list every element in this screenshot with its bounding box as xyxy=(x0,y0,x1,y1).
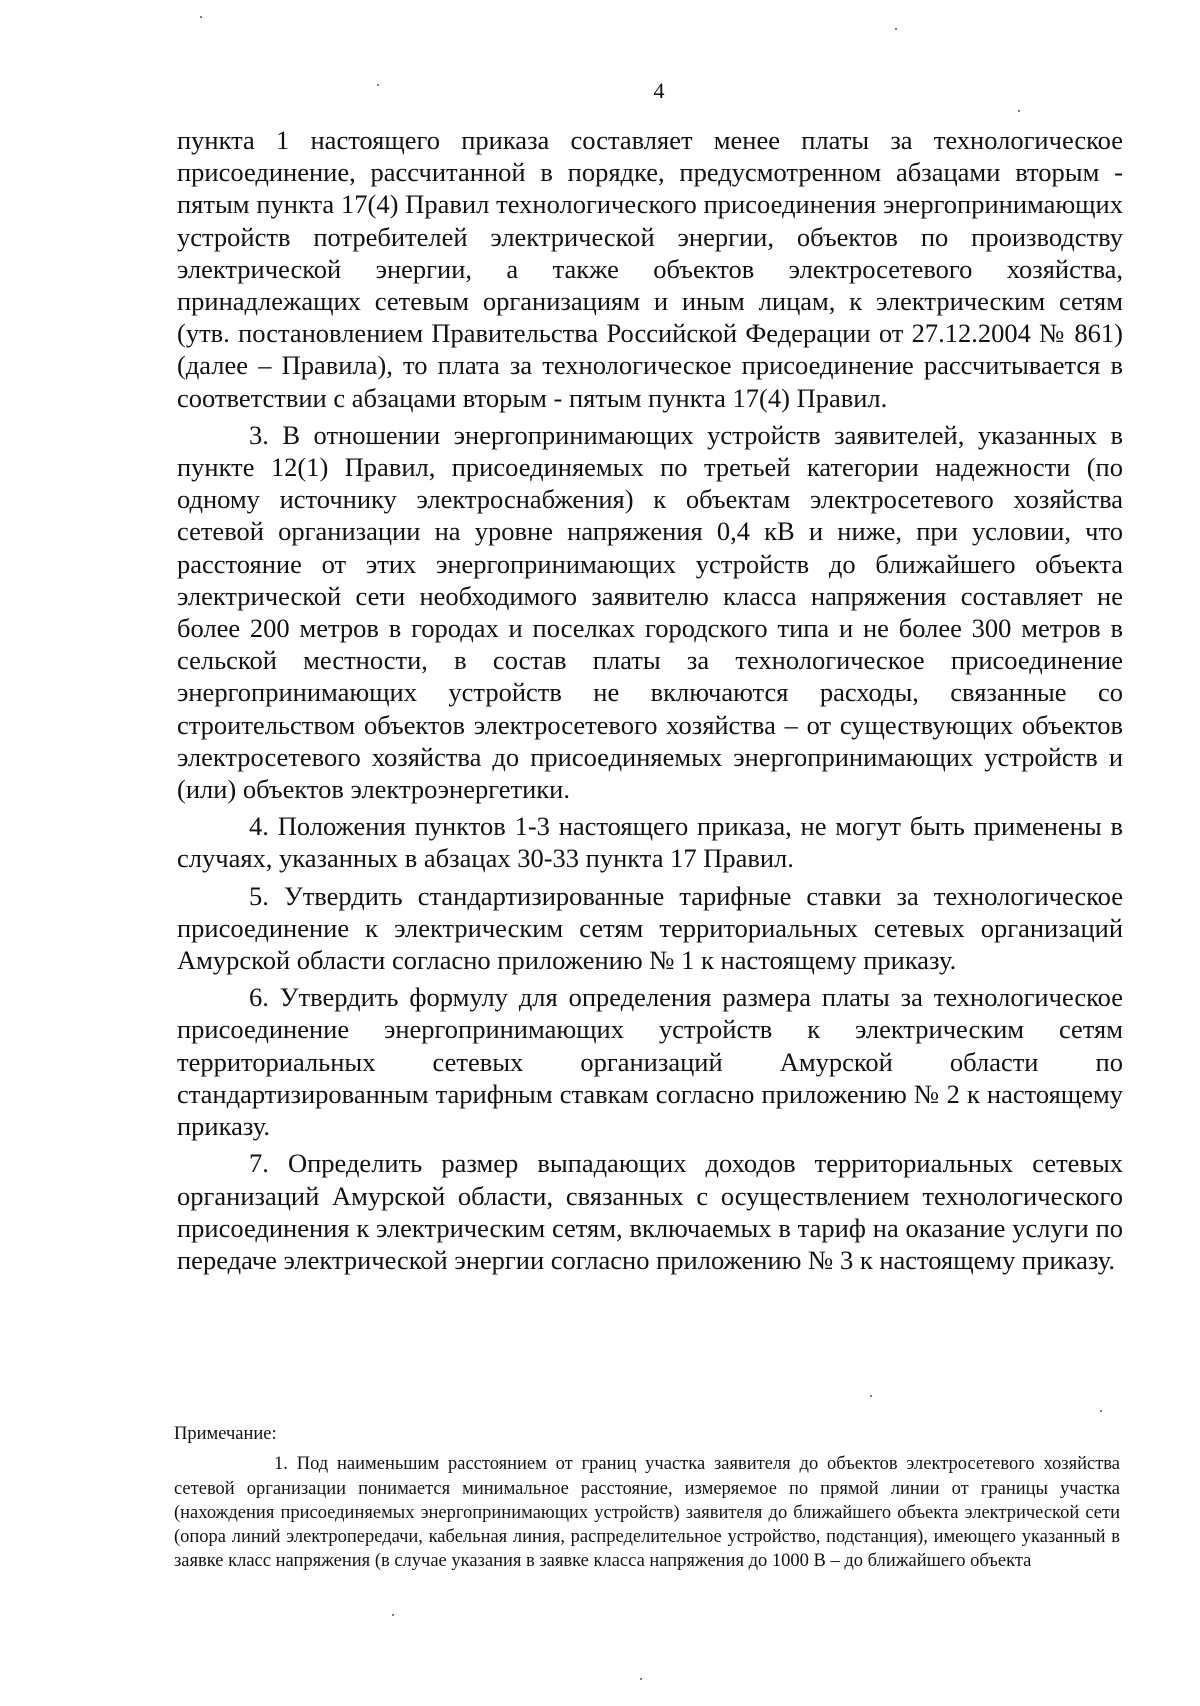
paragraph-continuation: пункта 1 настоящего приказа составляет менее платы за технологическое присоединение, рассчитанной в порядке, предусмотренном абзацами вторым - пятым пункта 17(4) Правил технологического присоединения энергопринимающих устройств потребителей электрической энергии, объектов по производству электрической энергии, а также объектов электросетевого хозяйства, принадлежащих сетевым организациям и иным лицам, к электрическим сетям (утв. постановлением Правительства Российской Федерации от 27.12.2004 № 861) (далее – Правила), то плата за технологическое присоединение рассчитывается в соответствии с абзацами вторым - пятым пункта 17(4) Правил. xyxy=(177,125,1123,413)
paragraph-item-6: 6. Утвердить формулу для определения размера платы за технологическое присоединение энергопринимающих устройств к электрическим сетям территориальных сетевых организаций Амурской области по стандартизированным тарифным ставкам согласно приложению № 2 к настоящему приказу. xyxy=(177,982,1123,1142)
scan-speck xyxy=(377,84,379,86)
note-section xyxy=(174,1422,1120,1574)
scan-speck xyxy=(870,1395,872,1397)
paragraph-item-7: 7. Определить размер выпадающих доходов территориальных сетевых организаций Амурской области, связанных с осуществлением технологического присоединения к электрическим сетям, включаемых в тариф на оказание услуги по передаче электрической энергии согласно приложению № 3 к настоящему приказу. xyxy=(177,1148,1123,1275)
scan-speck xyxy=(640,1678,642,1680)
scan-speck xyxy=(392,1614,394,1616)
paragraph-item-4: 4. Положения пунктов 1-3 настоящего приказа, не могут быть применены в случаях, указанных в абзацах 30-33 пункта 17 Правил. xyxy=(177,811,1123,874)
scan-speck xyxy=(895,28,897,30)
note-item-1: 1. Под наименьшим расстоянием от границ участка заявителя до объектов электросетевого хозяйства сетевой организации понимается минимальное расстояние, измеряемое по прямой линии от границы участка (нахождения присоединяемых энергопринимающих устройств) заявителя до ближайшего объекта электрической сети (опора линий электропередачи, кабельная линия, распределительное устройство, подстанция), имеющего указанный в заявке класс напряжения (в случае указания в заявке класса напряжения до 1000 В – до ближайшего объекта xyxy=(174,1454,1120,1572)
paragraph-item-3: 3. В отношении энергопринимающих устройств заявителей, указанных в пункте 12(1) Правил, присоединяемых по третьей категории надежности (по одному источнику электроснабжения) к объектам электросетевого хозяйства сетевой организации на уровне напряжения 0,4 кВ и ниже, при условии, что расстояние от этих энергопринимающих устройств до ближайшего объекта электрической сети необходимого заявителю класса напряжения составляет не более 200 метров в городах и поселках городского типа и не более 300 метров в сельской местности, в состав платы за технологическое присоединение энергопринимающих устройств не включаются расходы, связанные со строительством объектов электросетевого хозяйства – от существующих объектов электросетевого хозяйства до присоединяемых энергопринимающих устройств и (или) объектов электроэнергетики. xyxy=(177,419,1123,805)
document-body xyxy=(177,124,1123,1276)
scan-speck xyxy=(1018,110,1020,112)
paragraph-item-5: 5. Утвердить стандартизированные тарифные ставки за технологическое присоединение к электрическим сетям территориальных сетевых организаций Амурской области согласно приложению № 1 к настоящему приказу. xyxy=(177,880,1123,976)
note-title: Примечание: xyxy=(174,1424,277,1444)
page-number: 4 xyxy=(653,78,665,103)
scan-speck xyxy=(200,16,202,18)
scan-speck xyxy=(1100,1410,1102,1412)
